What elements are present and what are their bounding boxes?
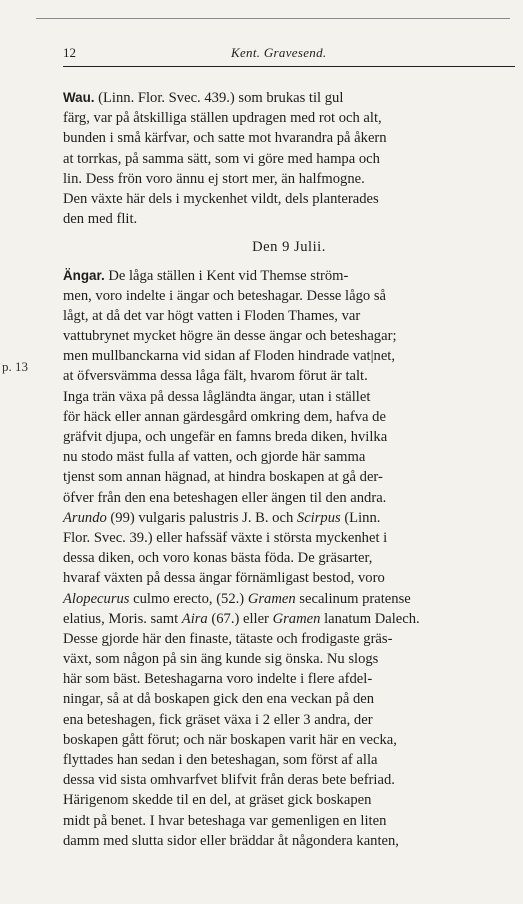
text-line: hvaraf växten på dessa ängar förnämligast bestod, voro [63,570,385,587]
text-line: flyttades han sedan i den beteshagan, som först af alla [63,752,378,768]
text-line: Arundo (99) vulgaris palustris J. B. och Scirpus (Linn. [63,509,381,526]
text-line: nu stodo mäst fulla af vatten, och gjorde här samma [63,449,366,466]
latin-term: Arundo [63,509,107,526]
text-line: Härigenom skedde til en del, at gräset gick boskapen [63,792,372,809]
text-line: Flor. Svec. 39.) eller hafssäf växte i största myckenhet i [63,529,388,546]
text-line: at öfversvämma dessa låga fält, hvarom förut är talt. [63,368,368,385]
text-line: här som bäst. Beteshagarna voro indelte i flere afdel- [63,671,373,688]
text-line: men, voro indelte i ängar och beteshagar. Desse lågo så [63,287,386,304]
latin-term: Alopecurus [63,590,130,607]
text-line: dessa vid sista omhvarfvet blifvit från deras bete befriad. [63,772,395,789]
text-line: gräfvit djupa, och ungefär en famns breda diken, hvilka [63,429,388,445]
text-line: växt, som någon på sin äng kunde sig önska. Nu slogs [63,651,379,668]
latin-term: Aira [181,610,208,627]
text-line: bunden i små kärfvar, och satte mot hvarandra på åkern [63,130,387,147]
spacer [63,258,515,266]
text-line: den med flit. [63,211,138,228]
text-line: ningar, så at då boskapen gick den ena veckan på den [63,691,375,708]
text-line: Inga trän växa på dessa lågländta ängar, utan i stället [63,388,371,405]
latin-term: Gramen [247,590,296,607]
text-line: elatius, Moris. samt Aira (67.) eller Gramen lanatum Dalech. [63,610,420,627]
text-line: för häck eller annan gärdesgård omkring dem, hafva de [63,408,386,425]
text-line: Desse gjorde här den finaste, tätaste och frodigaste gräs- [63,630,393,647]
text-line: öfver från den ena beteshagen eller ängen til den andra. [63,489,387,506]
text-line: lin. Dess frön voro ännu ej stort mer, än halfmogne. [63,170,365,187]
text-line: Den växte här dels i myckenhet vildt, dels planterades [63,190,379,207]
page-number: 12 [63,45,76,60]
margin-page-reference: p. 13 [2,359,28,374]
text-line: färg, var på åtskilliga ställen updragen med rot och alt, [63,110,382,127]
text-line: men mullbanckarna vid sidan af Floden hindrade vat|net, [63,348,395,365]
text-line: at torrkas, på samma sätt, som vi göre med hampa och [63,150,380,167]
text-line: dessa diken, och voro konas bästa föda. De gräsarter, [63,550,373,567]
latin-term: Gramen [272,610,321,627]
latin-term: Scirpus [296,509,341,526]
keyword-wau: Wau. [63,90,95,105]
text-line: vattubrynet mycket högre än desse ängar och beteshagar; [63,328,397,345]
header-rule [63,66,515,67]
text-line: ena beteshagen, fick gräset växa i 2 eller 3 andra, der [63,711,373,728]
body-text [63,88,515,851]
date-heading: Den 9 Julii. [252,239,326,256]
top-rule [36,18,510,19]
keyword-angar: Ängar. [63,267,105,283]
text-line: lågt, at då det var högt vatten i Floden Thames, var [63,307,361,324]
text-line: Wau. (Linn. Flor. Svec. 439.) som brukas til gul [63,90,344,106]
text-line: Alopecurus culmo erecto, (52.) Gramen secalinum pratense [63,590,411,607]
paragraph-wau [63,88,515,229]
paragraph-angar [63,266,515,851]
spacer [63,229,515,237]
running-head: Kent. Gravesend. [231,45,327,60]
text-line: midt på benet. I hvar beteshaga var gemenligen en liten [63,812,387,829]
text-line: damm med slutta sidor eller bräddar åt någondera kanten, [63,832,399,849]
page-header [63,45,515,63]
text-line: Ängar. De låga ställen i Kent vid Themse ström- [63,267,349,284]
text-line: tjenst som annan hägnad, at hindra boskapen at gå der- [63,469,383,486]
text-line: boskapen gått förut; och när boskapen varit här en vecka, [63,731,397,748]
